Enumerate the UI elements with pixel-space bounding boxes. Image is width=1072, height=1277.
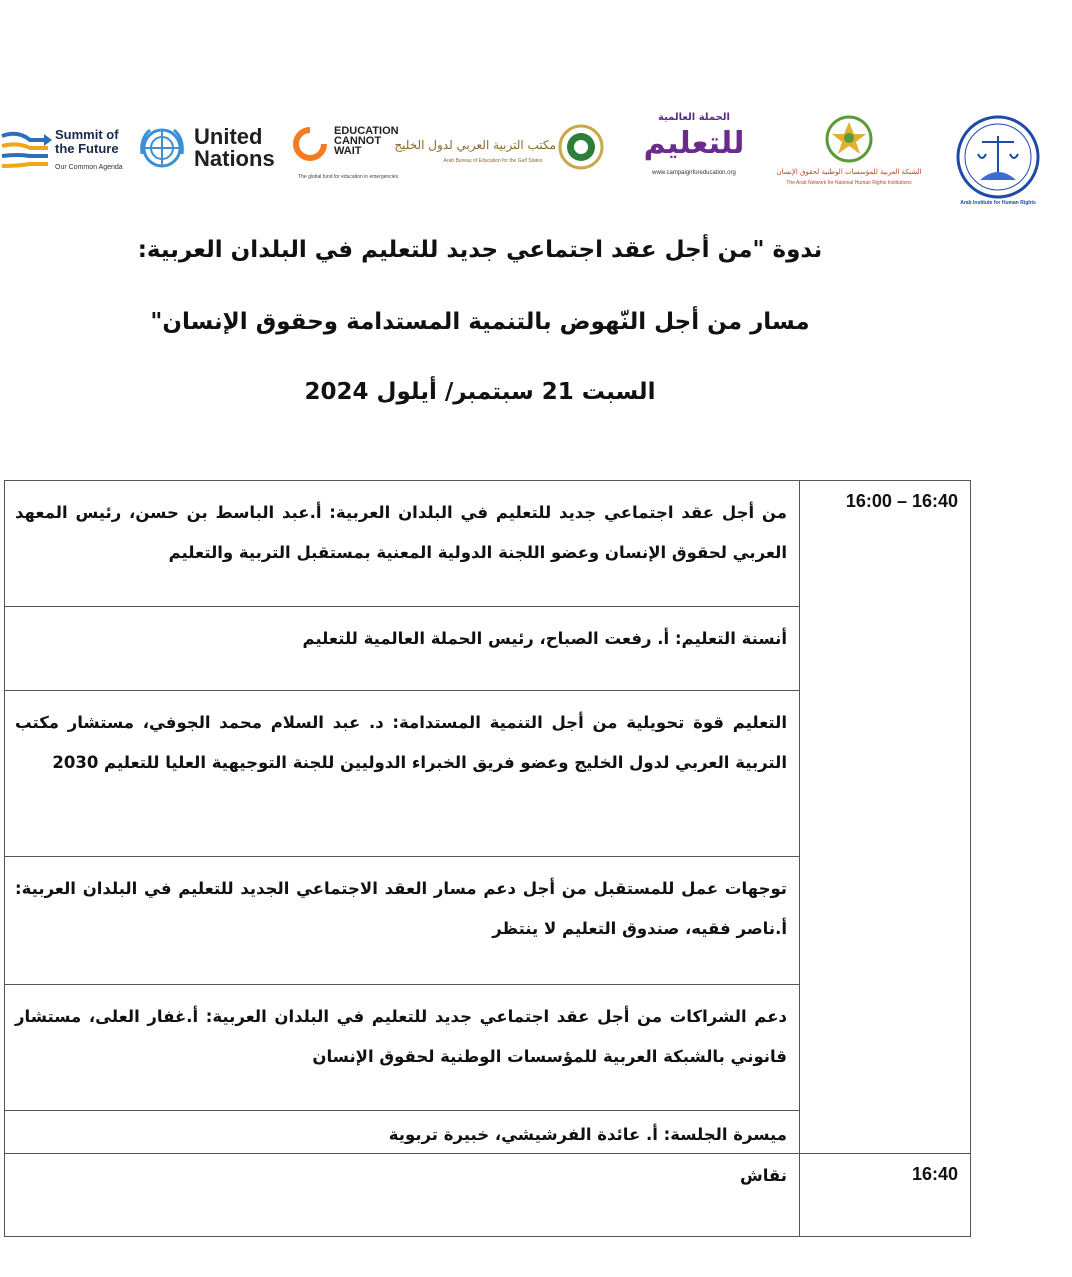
summit-of-the-future-logo [0,122,123,178]
education-cannot-wait-logo [292,124,404,184]
seminar-subtitle: مسار من أجل النّهوض بالتنمية المستدامة وحقوق الإنسان" [150,309,810,335]
un-emblem-icon [136,124,188,172]
ecw-name: EDUCATION CANNOT WAIT [334,125,399,157]
time-cell [800,481,971,1154]
aihr-english-name: Arab Institute for Human Rights [960,200,1036,206]
seminar-date: السبت 21 سبتمبر/ أيلول 2024 [304,379,656,405]
content-cell [5,481,800,1154]
un-name: United Nations [194,124,275,171]
abegs-english-name: Arab Bureau of Education for the Gulf States [443,158,543,164]
ecw-ring-icon [292,126,328,162]
session2-time: 16:40 [911,1164,958,1184]
global-campaign-for-education-logo [636,112,752,188]
content-cell [5,1154,800,1237]
seminar-title: ندوة "من أجل عقد اجتماعي جديد للتعليم في البلدان العربية: [137,237,823,263]
annhri-arabic-name: الشبكة العربية للمؤسسات الوطنية لحقوق الإنسان [776,168,922,176]
abegs-logo [394,122,606,182]
gce-url: www.campaignforeducation.org [652,170,736,176]
summit-line1: Summit of [55,127,119,142]
partner-logos [0,108,1072,218]
gce-main-text: للتعليم [643,126,745,161]
agenda-item: أنسنة التعليم: أ. رفعت الصباح، رئيس الحملة العالمية للتعليم [5,607,799,691]
session-moderator: ميسرة الجلسة: أ. عائدة الفرشيشي، خبيرة تربوية [388,1125,787,1144]
summit-arrows-icon [0,126,52,170]
agenda-item: دعم الشراكات من أجل عقد اجتماعي جديد للتعليم في البلدان العربية: أ.غفار العلى، مستشار قانوني بالشبكة العربية للمؤسسات الوطنية لحقوق الإنسان [5,985,799,1111]
agenda-row-session2 [5,1154,971,1237]
annhri-logo [776,114,922,194]
time-cell [800,1154,971,1237]
annhri-english-name: The Arab Network for National Human Rights Institutions [786,180,912,186]
discussion-label: نقاش [739,1166,787,1185]
summit-tagline: Our Common Agenda [55,164,123,171]
agenda-table [4,480,971,1237]
agenda-item: توجهات عمل للمستقبل من أجل دعم مسار العقد الاجتماعي الجديد للتعليم في البلدان العربية: أ.ناصر فقيه، صندوق التعليم لا ينتظر [5,857,799,985]
abegs-arabic-name: مكتب التربية العربي لدول الخليج [394,138,556,152]
arab-institute-human-rights-logo [950,114,1046,214]
summit-line2: the Future [55,141,119,156]
session1-time: 16:00 – 16:40 [845,491,958,511]
annhri-emblem-icon [824,114,874,164]
gce-top-text: الحملة العالمية [658,112,730,123]
agenda-item: التعليم قوة تحويلية من أجل التنمية المستدامة: د. عبد السلام محمد الجوفي، مستشار مكتب التربية العربي لدول الخليج وعضو فريق الخبراء الدوليين للجنة التوجيهية العليا للتعليم 2030 [5,691,799,857]
united-nations-logo [136,124,282,172]
agenda-row-session1 [5,481,971,1154]
aihr-emblem-icon [950,114,1046,200]
agenda-item: من أجل عقد اجتماعي جديد للتعليم في البلدان العربية: أ.عبد الباسط بن حسن، رئيس المعهد العربي لحقوق الإنسان وعضو اللجنة الدولية المعنية بمستقبل التربية والتعليم [5,481,799,607]
ecw-tagline: The global fund for education in emergencies [298,174,399,180]
abegs-emblem-icon [558,124,604,170]
